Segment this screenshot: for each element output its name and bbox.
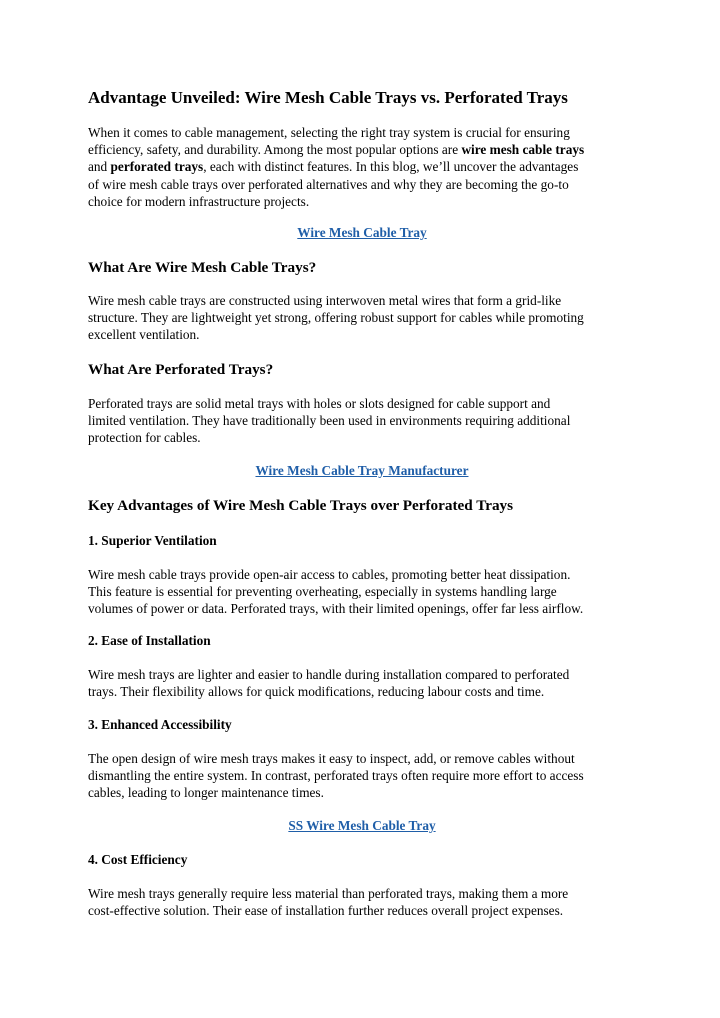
heading-perforated: What Are Perforated Trays? xyxy=(88,361,274,378)
accessibility-line-3: cables, leading to longer maintenance times. xyxy=(88,785,324,801)
intro-line-2-text: efficiency, safety, and durability. Among the most popular options are xyxy=(88,142,462,158)
wire-mesh-paragraph xyxy=(88,292,636,344)
accessibility-line-1: The open design of wire mesh trays makes it easy to inspect, add, or remove cables without xyxy=(88,751,575,766)
intro-line-3 xyxy=(88,158,636,175)
intro-bold-perforated: perforated trays xyxy=(110,159,204,175)
wire-mesh-line-2: structure. They are lightweight yet strong, offering robust support for cables while promoting xyxy=(88,310,584,326)
intro-bold-wire-mesh: wire mesh cable trays xyxy=(461,142,585,158)
installation-paragraph xyxy=(88,666,636,700)
intro-line-5: choice for modern infrastructure projects. xyxy=(88,193,310,209)
page-title: Advantage Unveiled: Wire Mesh Cable Trays vs. Perforated Trays xyxy=(88,88,568,107)
ventilation-line-2: This feature is essential for preventing overheating, especially in systems handling large xyxy=(88,584,557,600)
accessibility-paragraph xyxy=(88,750,636,802)
heading-ease-of-installation: 2. Ease of Installation xyxy=(88,633,211,648)
intro-line-3-post: , each with distinct features. In this blog, we’ll uncover the advantages xyxy=(203,159,579,175)
perforated-line-3: protection for cables. xyxy=(88,430,201,446)
wire-mesh-cable-tray-link[interactable]: Wire Mesh Cable Tray xyxy=(297,225,427,240)
intro-line-1: When it comes to cable management, selecting the right tray system is crucial for ensuring xyxy=(88,125,570,140)
ss-wire-mesh-cable-tray-link[interactable]: SS Wire Mesh Cable Tray xyxy=(288,818,436,833)
wire-mesh-line-3: excellent ventilation. xyxy=(88,327,200,343)
perforated-paragraph xyxy=(88,395,636,447)
heading-enhanced-accessibility: 3. Enhanced Accessibility xyxy=(88,717,232,732)
intro-line-4: of wire mesh cable trays over perforated alternatives and why they are becoming the go-to xyxy=(88,176,569,192)
link-row-2 xyxy=(88,462,636,480)
heading-cost-efficiency: 4. Cost Efficiency xyxy=(88,852,188,867)
heading-key-advantages: Key Advantages of Wire Mesh Cable Trays over Perforated Trays xyxy=(88,497,514,514)
wire-mesh-line-1: Wire mesh cable trays are constructed using interwoven metal wires that form a grid-like xyxy=(88,293,562,308)
intro-line-2 xyxy=(88,141,636,158)
intro-line-3-pre: and xyxy=(88,159,111,175)
cost-line-2: cost-effective solution. Their ease of installation further reduces overall project expenses. xyxy=(88,903,564,919)
cost-line-1: Wire mesh trays generally require less material than perforated trays, making them a more xyxy=(88,886,569,901)
wire-mesh-cable-tray-manufacturer-link[interactable]: Wire Mesh Cable Tray Manufacturer xyxy=(255,463,469,478)
perforated-line-1: Perforated trays are solid metal trays with holes or slots designed for cable support and xyxy=(88,396,551,411)
cost-paragraph xyxy=(88,885,636,919)
link-row-1 xyxy=(88,224,636,242)
ventilation-paragraph xyxy=(88,566,636,618)
heading-wire-mesh: What Are Wire Mesh Cable Trays? xyxy=(88,259,317,276)
heading-superior-ventilation: 1. Superior Ventilation xyxy=(88,533,217,548)
installation-line-1: Wire mesh trays are lighter and easier to handle during installation compared to perforated xyxy=(88,667,570,682)
intro-paragraph xyxy=(88,124,636,210)
ventilation-line-1: Wire mesh cable trays provide open-air access to cables, promoting better heat dissipation. xyxy=(88,567,571,582)
ventilation-line-3: volumes of power or data. Perforated trays, with their limited openings, offer far less airflow. xyxy=(88,601,584,617)
perforated-line-2: limited ventilation. They have traditionally been used in environments requiring additional xyxy=(88,413,571,429)
installation-line-2: trays. Their flexibility allows for quick modifications, reducing labour costs and time. xyxy=(88,684,545,700)
accessibility-line-2: dismantling the entire system. In contrast, perforated trays often require more effort to access xyxy=(88,768,584,784)
link-row-3 xyxy=(88,817,636,835)
